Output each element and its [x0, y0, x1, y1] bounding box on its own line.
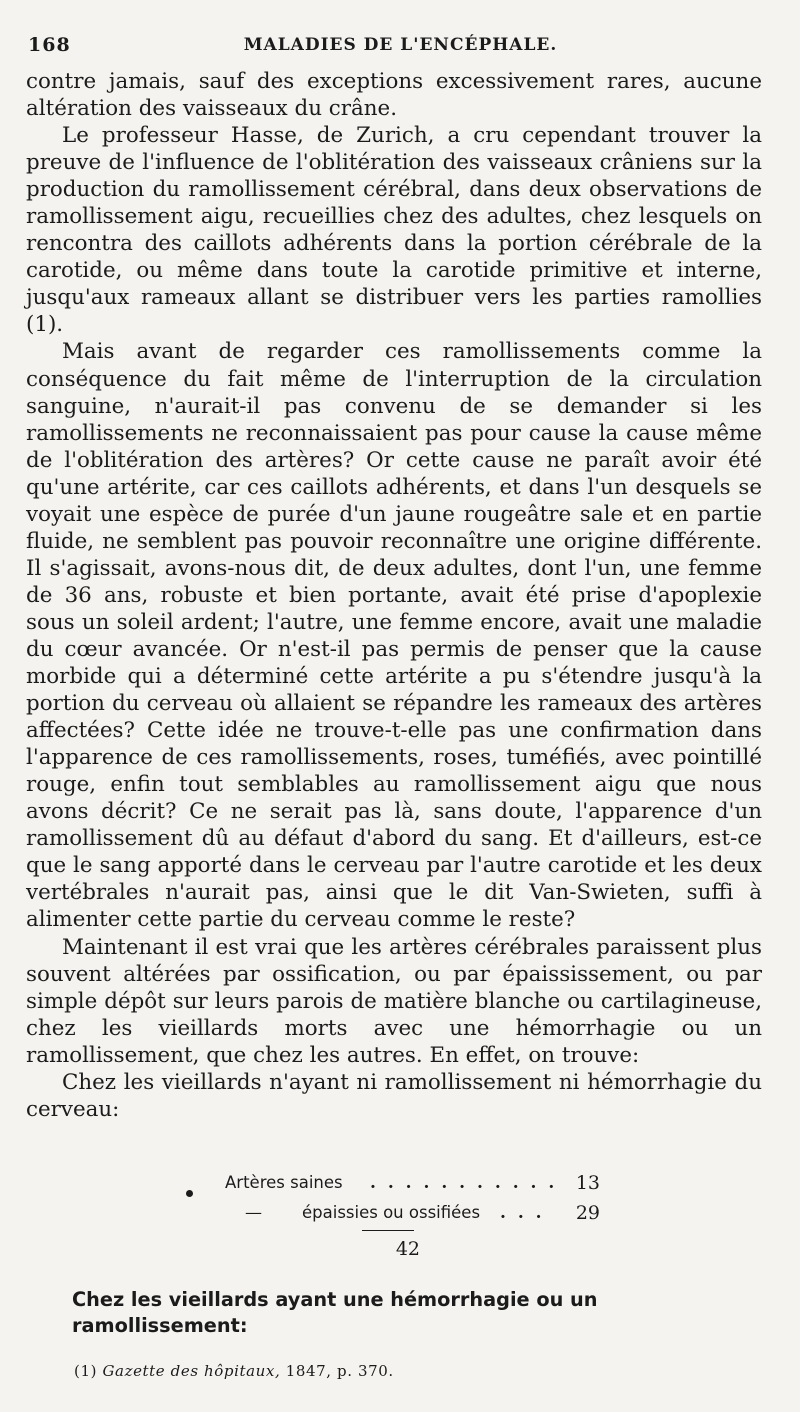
footnote-reference: 1847, p. 370. — [285, 1362, 394, 1380]
footnote-source: Gazette des hôpitaux, — [102, 1362, 281, 1380]
table-row — [200, 1168, 620, 1198]
ink-spot — [186, 1190, 193, 1197]
paragraph-maintenant: Maintenant il est vrai que les artères cérébrales paraissent plus souvent altérées par ossification, ou par épaississement, ou par simple dépôt sur leurs parois de matière blanche ou cartilagineuse, chez les vieillards morts avec une hémorrhagie ou un ramollissement, que chez les autres. En effet, on trouve: — [26, 934, 762, 1068]
ditto-dash: — — [245, 1203, 262, 1223]
leader-dots: . . . . . . . . . . . — [370, 1173, 558, 1193]
body-text — [26, 68, 762, 1123]
running-title: MALADIES DE L'ENCÉPHALE. — [243, 35, 558, 55]
footnote — [74, 1362, 724, 1380]
paragraph-continued: contre jamais, sauf des exceptions excessivement rares, aucune altération des vaisseaux du crâne. — [26, 69, 762, 122]
table-total: 42 — [395, 1238, 420, 1260]
page-number: 168 — [28, 34, 71, 56]
paragraph-arterite: Mais avant de regarder ces ramollissements comme la conséquence du fait même de l'interruption de la circulation sanguine, n'aurait-il pas convenu de se demander si les ramollissements ne reconnaissaient pas pour cause la cause même de l'oblitération des artères? Or cette cause ne paraît avoir été qu'une artérite, car ces caillots adhérents, et dans l'un desquels se voyait une espèce de purée d'un jaune rougeâtre sale et en partie fluide, ne semblent pas pouvoir reconnaître une origine différente. Il s'agissait, avons-nous dit, de deux adultes, dont l'un, une femme de 36 ans, robuste et bien portante, avait été prise d'apoplexie sous un soleil ardent; l'autre, une femme encore, avait une maladie du cœur avancée. Or n'est-il pas permis de penser que la cause morbide qui a déterminé cette artérite a pu s'étendre jusqu'à la portion du cerveau où allaient se répandre les rameaux des artères affectées? Cette idée ne trouve-t-elle pas une confirmation dans l'apparence de ces ramollissements, roses, tuméfiés, avec pointillé rouge, enfin tout semblables au ramollissement aigu que nous avons décrit? Ce ne serait pas là, sans doute, l'apparence d'un ramollissement dû au défaut d'abord du sang. Et d'ailleurs, est-ce que le sang apporté dans le cerveau par l'autre carotide et les deux vertébrales n'aurait pas, ainsi que le dit Van-Swieten, suffi à alimenter cette partie du cerveau comme le reste? — [26, 339, 762, 933]
row-label: épaissies ou ossifiées — [302, 1203, 481, 1222]
leader-dots: . . . — [500, 1203, 545, 1223]
sum-rule — [362, 1230, 414, 1231]
footnote-marker: (1) — [74, 1362, 98, 1380]
row-label: Artères saines — [225, 1173, 343, 1192]
page-header — [28, 34, 773, 58]
row-value: 13 — [575, 1172, 600, 1194]
stats-table — [200, 1168, 620, 1228]
paragraph-hasse: Le professeur Hasse, de Zurich, a cru cependant trouver la preuve de l'influence de l'oblitération des vaisseaux crâniens sur la production du ramollissement cérébral, dans deux observations de ramollissement aigu, recueillies chez des adultes, chez lesquels on rencontra des caillots adhérents dans la portion cérébrale de la carotide, ou même dans toute la carotide primitive et interne, jusqu'aux rameaux allant se distribuer vers les parties ramollies (1). — [26, 123, 762, 338]
paragraph-chez-vieillards: Chez les vieillards n'ayant ni ramollissement ni hémorrhagie du cerveau: — [26, 1069, 762, 1122]
row-value: 29 — [575, 1202, 600, 1224]
final-line: Chez les vieillards ayant une hémorrhagie ou un ramollissement: — [72, 1288, 598, 1337]
table-row — [200, 1198, 620, 1228]
